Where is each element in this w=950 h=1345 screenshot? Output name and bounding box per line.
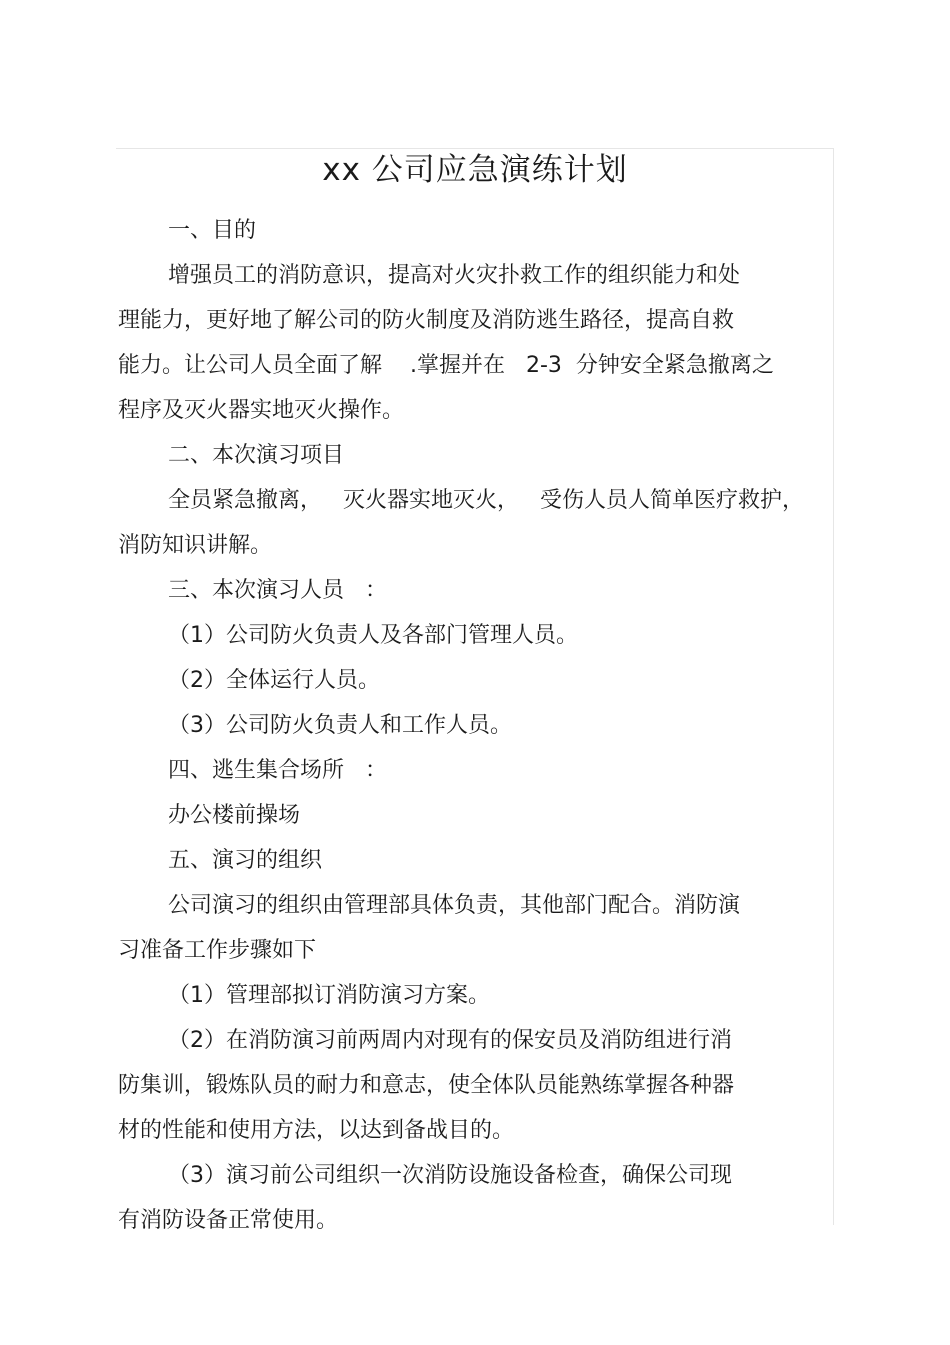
page-border-right — [833, 148, 834, 1225]
page-border-top — [116, 148, 834, 149]
paragraph-line: 防集训，锻炼队员的耐力和意志，使全体队员能熟练掌握各种器 — [118, 1073, 735, 1098]
paragraph-line: 理能力，更好地了解公司的防火制度及消防逃生路径，提高自救 — [118, 308, 735, 333]
list-item: （2）全体运行人员。 — [168, 668, 380, 693]
paragraph-line: 公司演习的组织由管理部具体负责，其他部门配合。消防演 — [168, 893, 741, 918]
paragraph-line: 消防知识讲解。 — [118, 533, 273, 558]
list-item: （2）在消防演习前两周内对现有的保安员及消防组进行消 — [168, 1028, 732, 1053]
section-heading-project: 二、本次演习项目 — [168, 443, 345, 468]
list-item: （3）公司防火负责人和工作人员。 — [168, 713, 512, 738]
list-item: （3）演习前公司组织一次消防设施设备检查，确保公司现 — [168, 1163, 732, 1188]
paragraph-line: 办公楼前操场 — [168, 803, 301, 828]
list-item: （1）公司防火负责人及各部门管理人员。 — [168, 623, 578, 648]
paragraph-line: 全员紧急撤离， 灭火器实地灭火， 受伤人员人简单医疗救护， — [168, 488, 804, 513]
section-heading-personnel: 三、本次演习人员 ： — [168, 578, 387, 603]
list-item: （1）管理部拟订消防演习方案。 — [168, 983, 490, 1008]
section-heading-assembly: 四、逃生集合场所 ： — [168, 758, 387, 783]
paragraph-line: 有消防设备正常使用。 — [118, 1208, 339, 1233]
document-title: xx 公司应急演练计划 — [322, 152, 628, 188]
paragraph-line: 增强员工的消防意识，提高对火灾扑救工作的组织能力和处 — [168, 263, 741, 288]
paragraph-line: 程序及灭火器实地灭火操作。 — [118, 398, 405, 423]
paragraph-line: 能力。让公司人员全面了解 .掌握并在 2-3 分钟安全紧急撤离之 — [118, 353, 774, 378]
section-heading-purpose: 一、目的 — [168, 218, 257, 243]
paragraph-line: 材的性能和使用方法，以达到备战目的。 — [118, 1118, 515, 1143]
paragraph-line: 习准备工作步骤如下 — [118, 938, 317, 963]
section-heading-organization: 五、演习的组织 — [168, 848, 323, 873]
